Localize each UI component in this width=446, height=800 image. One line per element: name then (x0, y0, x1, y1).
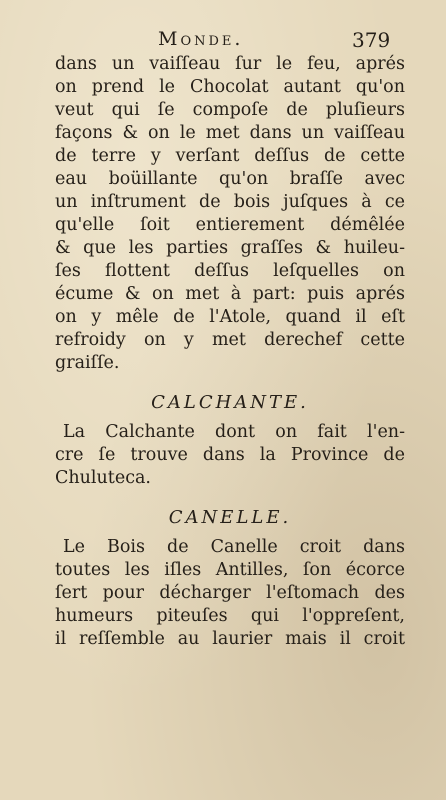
section-heading-calchante: CALCHANTE. (151, 392, 309, 413)
text-line: cre ſe trouve dans la Province de (55, 445, 405, 465)
text-line: graiſſe. (55, 353, 120, 373)
text-line: on prend le Chocolat autant qu'on (55, 77, 405, 97)
text-line: dans un vaiſſeau ſur le feu, aprés (55, 54, 405, 74)
text-line: refroidy on y met derechef cette (55, 330, 405, 350)
text-line: on y mêle de l'Atole, quand il eſt (55, 307, 405, 327)
text-line: façons & on le met dans un vaiſſeau (55, 123, 405, 143)
calchante-paragraph (55, 421, 405, 490)
chocolat-paragraph (55, 53, 405, 375)
text-line: un inſtrument de bois juſques à ce (55, 192, 405, 212)
running-head: Monde. (158, 28, 244, 50)
text-line: ſert pour décharger l'eſtomach des (55, 583, 405, 603)
text-line: toutes les iſles Antilles, ſon écorce (55, 560, 405, 580)
text-line: écume & on met à part: puis aprés (55, 284, 405, 304)
section-heading-canelle: CANELLE. (168, 507, 292, 528)
text-line: qu'elle ſoit entierement démêlée (55, 215, 405, 235)
page-number: 379 (352, 28, 391, 52)
text-line: il reſſemble au laurier mais il croit (55, 629, 405, 649)
page-header (0, 28, 446, 54)
text-line: La Calchante dont on fait l'en- (63, 422, 405, 442)
text-line: & que les parties graſſes & huileu- (55, 238, 405, 258)
body-text (55, 53, 405, 651)
text-line: ſes flottent deſſus leſquelles on (55, 261, 405, 281)
text-line: Le Bois de Canelle croit dans (63, 537, 405, 557)
text-line: de terre y verſant deſſus de cette (55, 146, 405, 166)
text-line: humeurs piteuſes qui l'oppreſent, (55, 606, 405, 626)
canelle-paragraph (55, 536, 405, 651)
text-line: eau boüillante qu'on braſſe avec (55, 169, 405, 189)
text-line: veut qui ſe compoſe de pluſieurs (55, 100, 405, 120)
text-line: Chuluteca. (55, 468, 151, 488)
